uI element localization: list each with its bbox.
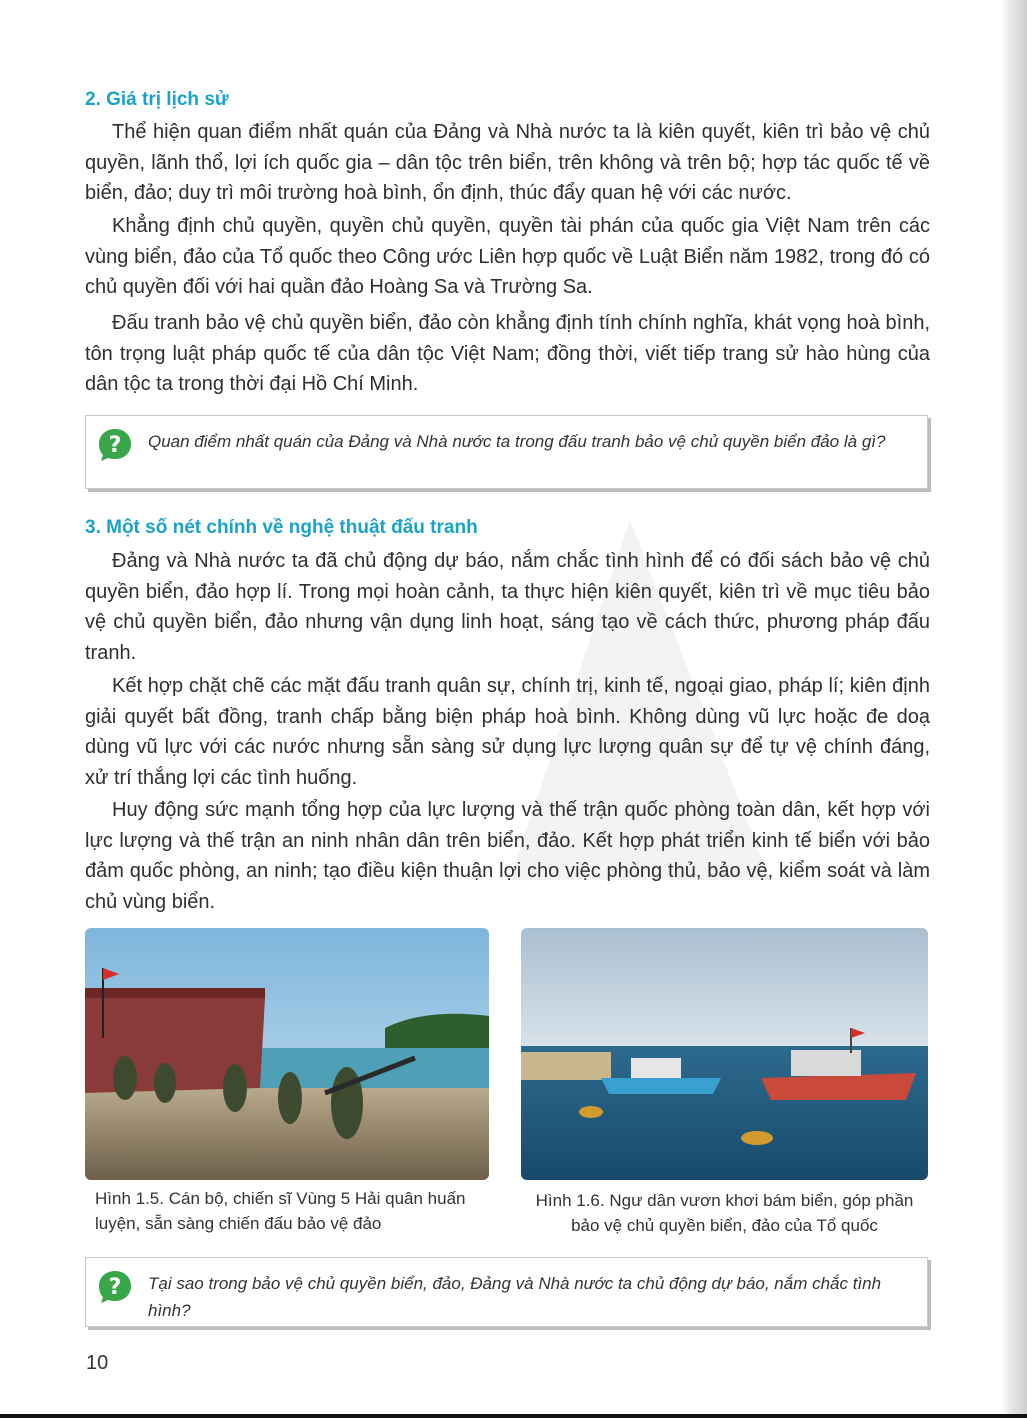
page-edge-shadow — [1001, 0, 1027, 1418]
question-2-text: Tại sao trong bảo vệ chủ quyền biển, đảo, Đảng và Nhà nước ta chủ động dự báo, nắm chắc tình hình? — [148, 1274, 882, 1320]
question-box-2 — [85, 1257, 928, 1327]
section-3-heading: 3. Một số nét chính về nghệ thuật đấu tranh — [85, 517, 478, 538]
svg-text:?: ? — [108, 1275, 122, 1300]
figure-1-6-photo — [521, 928, 928, 1180]
section-2-paragraph-3: Đấu tranh bảo vệ chủ quyền biển, đảo còn khẳng định tính chính nghĩa, khát vọng hoà bình, tôn trọng luật pháp quốc tế của dân tộc Việt Nam; đồng thời, viết tiếp trang sử hào hùng của dân tộc ta trong thời đại Hồ Chí Minh. — [85, 312, 930, 395]
section-3-paragraph-2: Kết hợp chặt chẽ các mặt đấu tranh quân sự, chính trị, kinh tế, ngoại giao, pháp lí; kiên định giải quyết bất đồng, tranh chấp bằng biện pháp hoà bình. Không dùng vũ lực hoặc đe doạ dùng vũ lực với các nước nhưng sẵn sàng sử dụng lực lượng quân sự để tự vệ chính đáng, xử trí thắng lợi các tình huống. — [85, 675, 930, 789]
section-3-paragraph-3: Huy động sức mạnh tổng hợp của lực lượng và thế trận quốc phòng toàn dân, kết hợp với lực lượng và thế trận an ninh nhân dân trên biển, đảo. Kết hợp phát triển kinh tế biển với bảo đảm quốc phòng, an ninh; tạo điều kiện thuận lợi cho việc phòng thủ, bảo vệ, kiểm soát và làm chủ vùng biển. — [85, 799, 930, 913]
section-2-paragraph-1: Thể hiện quan điểm nhất quán của Đảng và Nhà nước ta là kiên quyết, kiên trì bảo vệ chủ quyền, lãnh thổ, lợi ích quốc gia – dân tộc trên biển, trên không và trên bộ; hợp tác quốc tế về biển, đảo; duy trì môi trường hoà bình, ổn định, thúc đẩy quan hệ với các nước. — [85, 121, 930, 204]
section-2-paragraph-2: Khẳng định chủ quyền, quyền chủ quyền, quyền tài phán của quốc gia Việt Nam trên các vùng biển, đảo của Tổ quốc theo Công ước Liên hợp quốc về Luật Biển năm 1982, trong đó có chủ quyền đối với hai quần đảo Hoàng Sa và Trường Sa. — [85, 215, 930, 298]
question-icon — [97, 1269, 133, 1305]
section-2-heading: 2. Giá trị lịch sử — [85, 89, 229, 110]
figure-1-6-caption: Hình 1.6. Ngư dân vươn khơi bám biển, góp phần bảo vệ chủ quyền biển, đảo của Tổ quốc — [535, 1191, 914, 1235]
section-3-paragraph-1: Đảng và Nhà nước ta đã chủ động dự báo, nắm chắc tình hình để có đối sách bảo vệ chủ quyền biển, đảo hợp lí. Trong mọi hoàn cảnh, ta thực hiện kiên quyết, kiên trì về mục tiêu bảo vệ chủ quyền biển, đảo nhưng vận dụng linh hoạt, sáng tạo về cách thức, phương pháp đấu tranh. — [85, 550, 930, 664]
figure-1-5-caption: Hình 1.5. Cán bộ, chiến sĩ Vùng 5 Hải quân huấn luyện, sẵn sàng chiến đấu bảo vệ đảo — [95, 1189, 466, 1233]
page-number: 10 — [86, 1352, 109, 1374]
question-icon — [97, 427, 133, 463]
question-box-1 — [85, 415, 928, 489]
figure-1-5-photo — [85, 928, 489, 1180]
svg-text:?: ? — [108, 433, 122, 458]
question-1-text: Quan điểm nhất quán của Đảng và Nhà nước ta trong đấu tranh bảo vệ chủ quyền biển đảo là gì? — [148, 432, 886, 451]
page-bottom-edge — [0, 1414, 1027, 1418]
